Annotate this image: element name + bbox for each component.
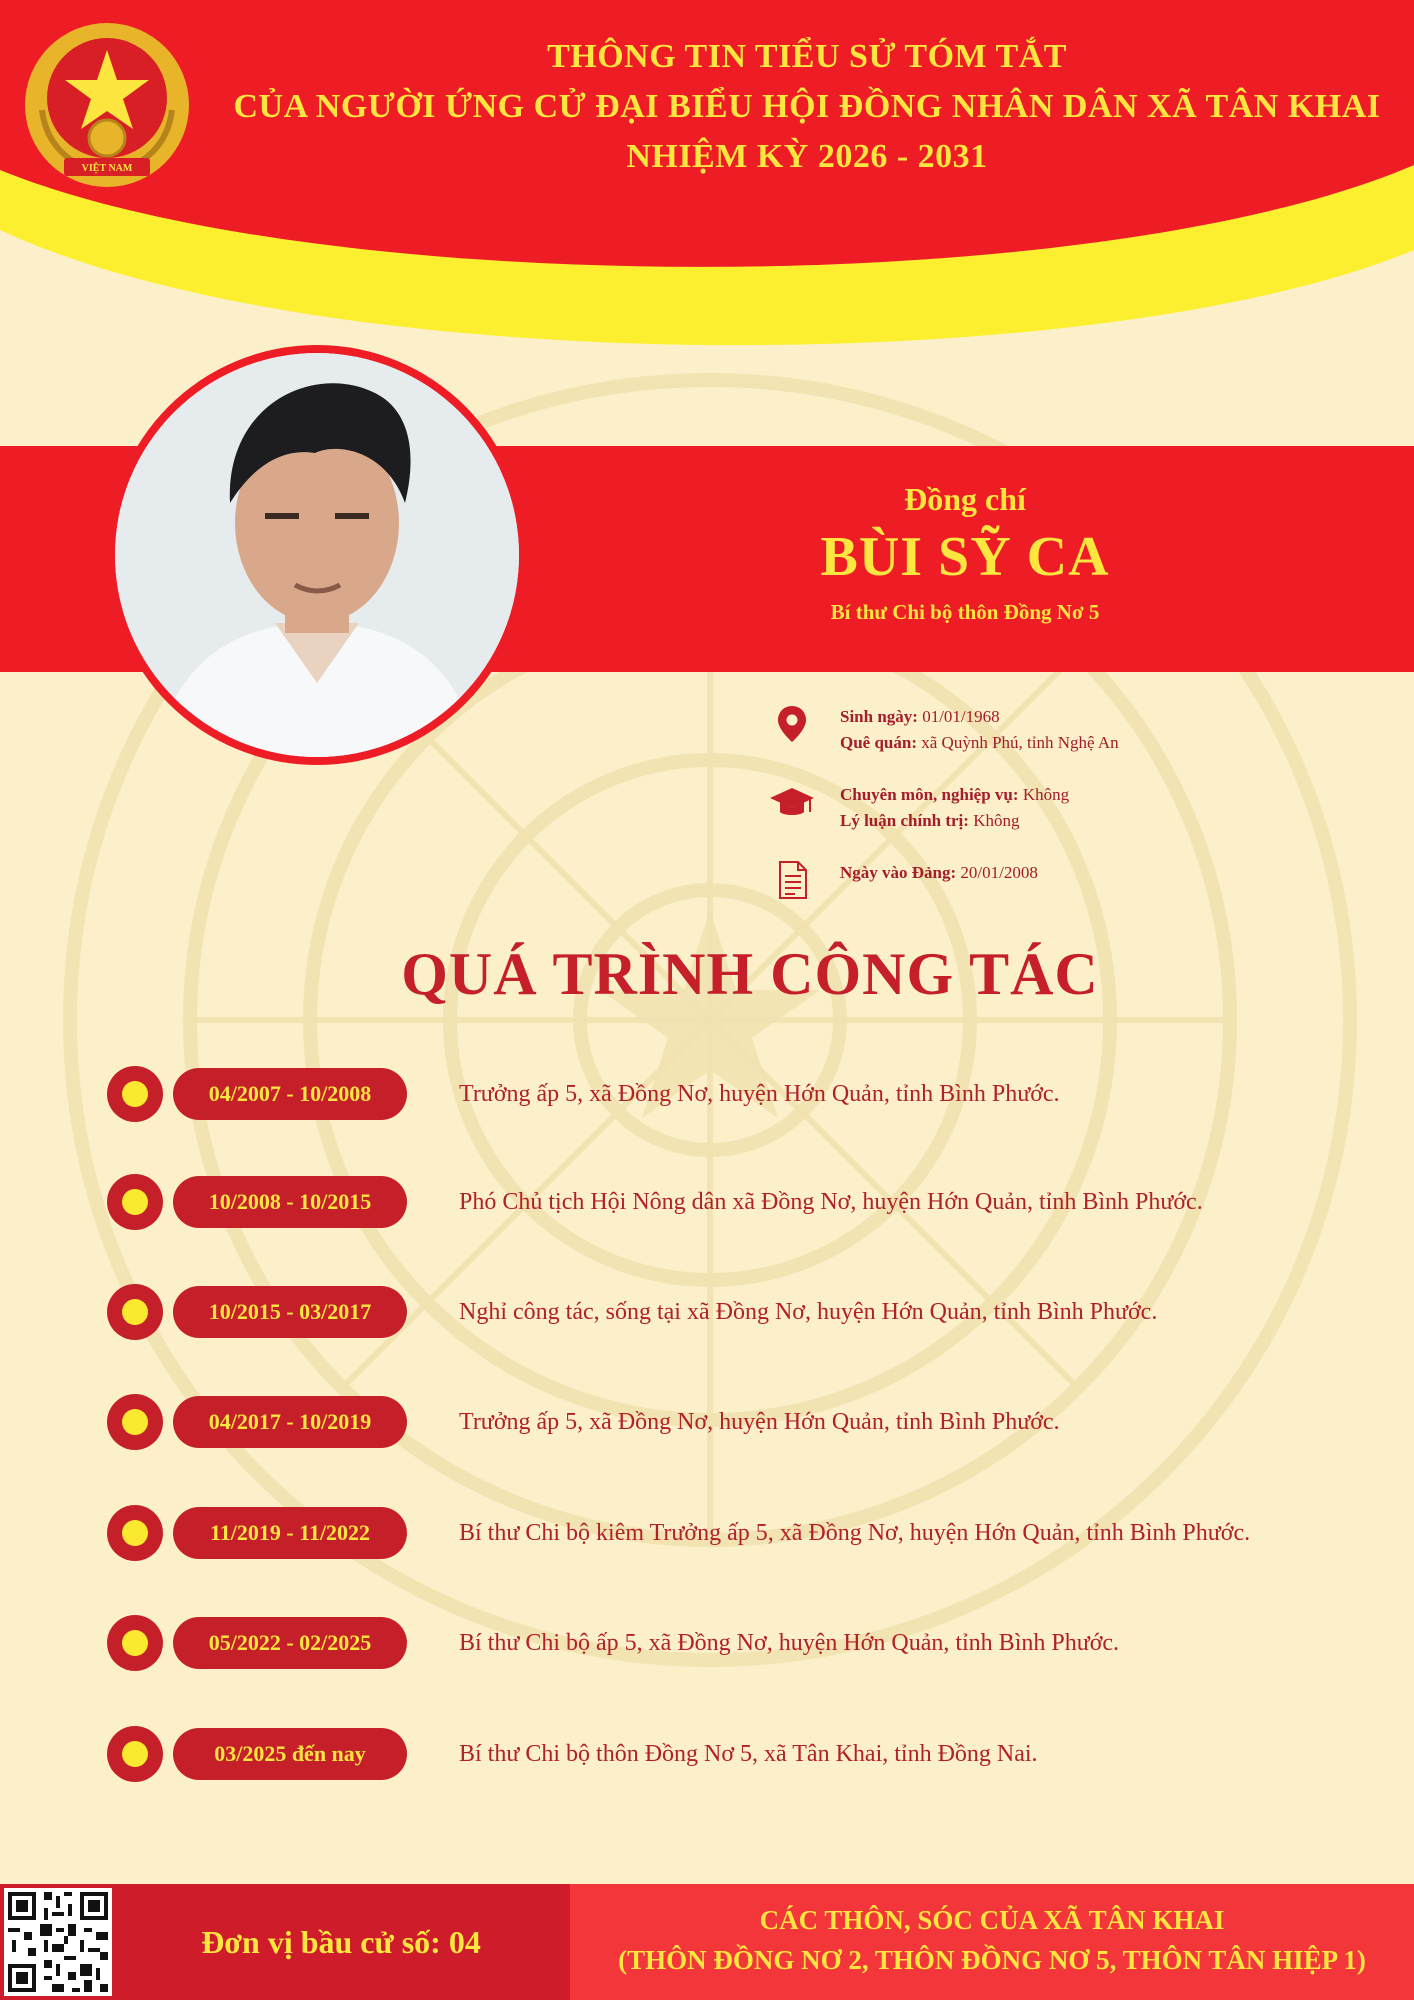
timeline-period: 05/2022 - 02/2025 [173,1617,407,1669]
location-pin-icon [770,702,814,746]
timeline-description: Trưởng ấp 5, xã Đồng Nơ, huyện Hớn Quản, tỉnh Bình Phước. [459,1409,1060,1435]
timeline-item [105,1505,1405,1561]
politics-label: Lý luận chính trị: [840,811,969,830]
header-line-2: CỦA NGƯỜI ỨNG CỬ ĐẠI BIỂU HỘI ĐỒNG NHÂN DÂN XÃ TÂN KHAI [233,88,1381,125]
timeline-period: 04/2007 - 10/2008 [173,1068,407,1120]
timeline-dot [107,1726,163,1782]
timeline-period: 03/2025 đến nay [173,1728,407,1780]
candidate-name: BÙI SỸ CA [820,526,1110,588]
document-icon [770,858,814,902]
timeline-item [105,1066,1405,1122]
timeline-description: Trưởng ấp 5, xã Đồng Nơ, huyện Hớn Quản, tỉnh Bình Phước. [459,1081,1060,1107]
timeline-dot [107,1066,163,1122]
political-theory [840,808,1400,834]
timeline-period: 04/2017 - 10/2019 [173,1396,407,1448]
timeline-description: Bí thư Chi bộ kiêm Trưởng ấp 5, xã Đồng Nơ, huyện Hớn Quản, tỉnh Bình Phước. [459,1520,1251,1546]
hometown-value: xã Quỳnh Phú, tỉnh Nghệ An [917,733,1119,752]
timeline-dot [107,1615,163,1671]
candidate-photo [115,353,519,757]
electoral-unit: Đơn vị bầu cử số: 04 [201,1924,481,1960]
hometown [840,730,1400,756]
emblem-text: VIỆT NAM [81,163,133,174]
timeline-description: Nghỉ công tác, sống tại xã Đồng Nơ, huyện Hớn Quản, tỉnh Bình Phước. [459,1299,1158,1325]
party-join-date [840,860,1400,886]
expertise-label: Chuyên môn, nghiệp vụ: [840,785,1019,804]
timeline-period: 11/2019 - 11/2022 [173,1507,407,1559]
timeline-dot [107,1174,163,1230]
header-line-3: NHIỆM KỲ 2026 - 2031 [626,138,988,175]
hometown-label: Quê quán: [840,733,917,752]
timeline-dot [107,1394,163,1450]
timeline-item [105,1615,1405,1671]
timeline-item [105,1726,1405,1782]
timeline-description: Bí thư Chi bộ thôn Đồng Nơ 5, xã Tân Khai, tỉnh Đồng Nai. [459,1741,1038,1767]
national-emblem [22,20,192,190]
birth-label: Sinh ngày: [840,707,918,726]
career-title: QUÁ TRÌNH CÔNG TÁC [401,941,1099,1007]
birth-date [840,704,1400,730]
graduation-cap-icon [770,780,814,824]
politics-value: Không [968,811,1020,830]
electoral-area [570,1900,1414,1980]
party-value: 20/01/2008 [956,863,1038,882]
header-line-1: THÔNG TIN TIỂU SỬ TÓM TẮT [547,38,1067,75]
timeline-item [105,1394,1405,1450]
birth-value: 01/01/1968 [917,707,1000,726]
candidate-name-block [720,476,1210,632]
expertise-value: Không [1018,785,1070,804]
timeline-item [105,1174,1405,1230]
party-label: Ngày vào Đảng: [840,863,957,882]
portrait-frame [107,345,527,765]
timeline-description: Phó Chủ tịch Hội Nông dân xã Đồng Nơ, huyện Hớn Quản, tỉnh Bình Phước. [459,1189,1203,1215]
qr-code[interactable] [4,1888,112,1996]
timeline-item [105,1284,1405,1340]
timeline-dot [107,1284,163,1340]
header-title [200,32,1414,182]
timeline-dot [107,1505,163,1561]
candidate-position: Bí thư Chi bộ thôn Đồng Nơ 5 [830,600,1100,624]
expertise [840,782,1400,808]
timeline-description: Bí thư Chi bộ ấp 5, xã Đồng Nơ, huyện Hớn Quản, tỉnh Bình Phước. [459,1630,1120,1656]
timeline-period: 10/2015 - 03/2017 [173,1286,407,1338]
area-line-1: CÁC THÔN, SÓC CỦA XÃ TÂN KHAI [759,1905,1225,1935]
timeline-period: 10/2008 - 10/2015 [173,1176,407,1228]
honorific: Đồng chí [904,481,1026,517]
area-line-2: (THÔN ĐỒNG NƠ 2, THÔN ĐỒNG NƠ 5, THÔN TÂN HIỆP 1) [618,1945,1366,1975]
